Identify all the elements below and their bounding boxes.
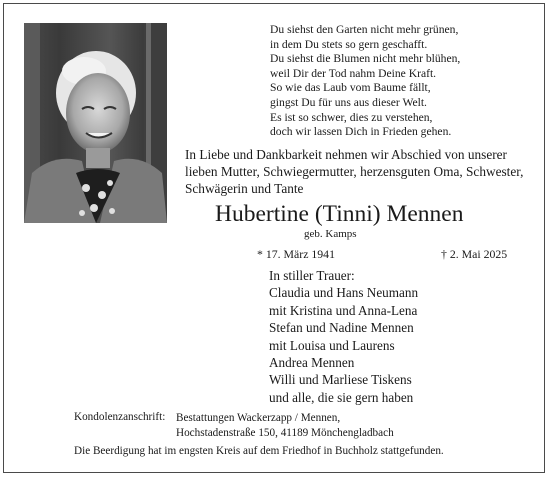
mourner-line: Willi und Marliese Tiskens [269,372,412,388]
birth-date: * 17. März 1941 [257,247,335,261]
mourner-line: Andrea Mennen [269,355,355,371]
mourner-line: mit Kristina und Anna-Lena [269,302,418,318]
poem-line: in dem Du stets so gern geschafft. [270,37,428,51]
poem-line: So wie das Laub vom Baume fällt, [270,81,431,95]
death-date: † 2. Mai 2025 [441,247,508,261]
mourner-line: Claudia und Hans Neumann [269,285,419,301]
poem-line: Du siehst den Garten nicht mehr grünen, [270,23,459,36]
funeral-note: Die Beerdigung hat im engsten Kreis auf dem Friedhof in Buchholz stattgefunden. [74,445,444,457]
poem-line: gingst Du für uns aus dieser Welt. [270,95,427,109]
address-line: Hochstadenstraße 150, 41189 Mönchengladbach [176,427,394,439]
poem-line: Es ist so schwer, dies zu verstehen, [270,110,433,124]
mourners-heading: In stiller Trauer: [269,268,355,283]
mourners-list [269,267,418,406]
mourner-line: und alle, die sie gern haben [269,389,414,405]
mourner-line: mit Louisa und Laurens [269,337,395,353]
poem-line: Du siehst die Blumen nicht mehr blühen, [270,52,461,66]
farewell-intro: In Liebe und Dankbarkeit nehmen wir Abschied von unserer lieben Mutter, Schwiegermutter, herzensguten Oma, Schwester, Schwägerin und Tante [185,147,524,196]
memorial-poem [270,23,460,140]
poem-line: weil Dir der Tod nahm Deine Kraft. [270,66,437,80]
deceased-name: Hubertine (Tinni) Mennen [215,201,464,227]
portrait-photo [24,23,167,223]
poem-line: doch wir lassen Dich in Frieden gehen. [270,125,452,139]
mourner-line: Stefan und Nadine Mennen [269,320,414,336]
address-line: Bestattungen Wackerzapp / Mennen, [176,412,341,424]
maiden-name: geb. Kamps [304,228,357,240]
condolence-address-label: Kondolenzanschrift: [74,411,166,423]
condolence-address [176,411,394,441]
